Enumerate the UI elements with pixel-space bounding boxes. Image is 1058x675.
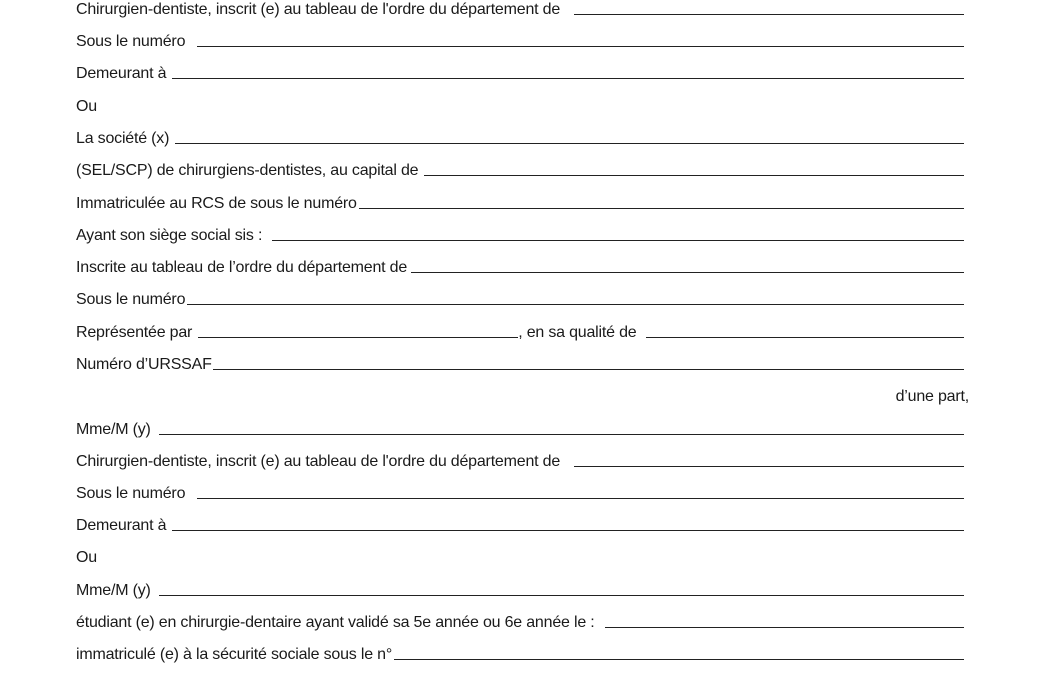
student-validation-label: étudiant (e) en chirurgie-dentaire ayant validé sa 5e année ou 6e année le : <box>76 614 595 631</box>
urssaf-field[interactable] <box>213 369 964 370</box>
company-name-field[interactable] <box>175 143 964 144</box>
practitioner-number-row <box>76 28 964 50</box>
practitioner-address-field[interactable] <box>172 78 964 79</box>
practitioner-number-field[interactable] <box>197 46 964 47</box>
or-label-2: Ou <box>76 549 97 566</box>
company-department-field[interactable] <box>411 272 964 273</box>
practitioner-department-row <box>76 0 964 18</box>
company-representative-row <box>76 319 964 341</box>
company-capital-field[interactable] <box>424 175 964 176</box>
company-capital-label: (SEL/SCP) de chirurgiens-dentistes, au capital de <box>76 162 419 179</box>
company-number-label: Sous le numéro <box>76 291 186 308</box>
company-capital-row <box>76 157 964 179</box>
company-number-field[interactable] <box>187 304 964 305</box>
second-party-department-row <box>76 448 964 470</box>
second-party-department-field[interactable] <box>574 466 964 467</box>
first-party-row <box>76 383 969 405</box>
urssaf-row <box>76 351 964 373</box>
company-rcs-field[interactable] <box>359 208 964 209</box>
practitioner-department-label: Chirurgien-dentiste, inscrit (e) au tableau de l'ordre du département de <box>76 1 561 18</box>
student-name-row <box>76 577 964 599</box>
company-seat-field[interactable] <box>272 240 964 241</box>
second-party-address-label: Demeurant à <box>76 517 167 534</box>
urssaf-label: Numéro d’URSSAF <box>76 356 212 373</box>
second-party-name-row <box>76 416 964 438</box>
practitioner-address-row <box>76 60 964 82</box>
second-party-number-row <box>76 480 964 502</box>
or-row-1 <box>76 93 964 115</box>
representative-role-field[interactable] <box>646 337 964 338</box>
company-rcs-row <box>76 190 964 212</box>
second-party-department-label: Chirurgien-dentiste, inscrit (e) au tableau de l'ordre du département de <box>76 453 561 470</box>
first-party-label: d’une part, <box>895 388 969 405</box>
company-department-label: Inscrite au tableau de l’ordre du département de <box>76 259 408 276</box>
student-social-security-field[interactable] <box>394 659 964 660</box>
company-number-row <box>76 286 964 308</box>
practitioner-address-label: Demeurant à <box>76 65 167 82</box>
or-row-2 <box>76 544 964 566</box>
or-label-1: Ou <box>76 98 97 115</box>
student-social-security-row <box>76 641 964 663</box>
practitioner-department-field[interactable] <box>574 14 964 15</box>
student-validation-row <box>76 609 964 631</box>
second-party-name-label: Mme/M (y) <box>76 421 151 438</box>
company-seat-label: Ayant son siège social sis : <box>76 227 263 244</box>
practitioner-number-label: Sous le numéro <box>76 33 186 50</box>
student-name-field[interactable] <box>159 595 964 596</box>
student-name-label: Mme/M (y) <box>76 582 151 599</box>
company-representative-label: Représentée par <box>76 324 193 341</box>
second-party-number-field[interactable] <box>197 498 964 499</box>
student-validation-date-field[interactable] <box>605 627 964 628</box>
company-name-label: La société (x) <box>76 130 170 147</box>
representative-role-label: , en sa qualité de <box>518 324 637 341</box>
company-department-row <box>76 254 964 276</box>
company-name-row <box>76 125 964 147</box>
company-seat-row <box>76 222 964 244</box>
student-social-security-label: immatriculé (e) à la sécurité sociale sous le n° <box>76 646 393 663</box>
company-rcs-label: Immatriculée au RCS de sous le numéro <box>76 195 357 212</box>
second-party-address-row <box>76 512 964 534</box>
company-representative-field[interactable] <box>198 337 518 338</box>
second-party-name-field[interactable] <box>159 434 964 435</box>
second-party-address-field[interactable] <box>172 530 964 531</box>
second-party-number-label: Sous le numéro <box>76 485 186 502</box>
